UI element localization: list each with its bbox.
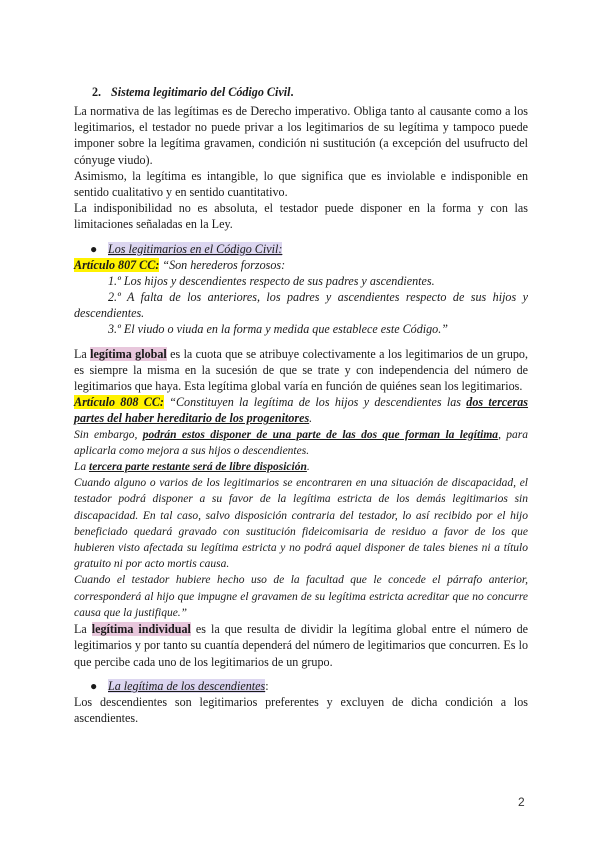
intro-paragraph-1: La normativa de las legítimas es de Derecho imperativo. Obliga tanto al causante como a los legitimarios, el testador no puede privar a los legitimarios de su legítima y tampoco puede imponer sobre la legítima gravamen, condición ni sustitución (a excepción del usufructo del cónyuge viudo).: [74, 104, 528, 167]
article-808-paragraph-5: Cuando el testador hubiere hecho uso de la facultad que le concede el párrafo anterior, corresponderá al hijo que impugne el gravamen de su legítima estricta acreditar que no concurre causa que la justifique.”: [74, 574, 528, 619]
bullet-legitimarios: [74, 241, 528, 257]
article-807-item-1: 1.º Los hijos y descendientes respecto de sus padres y ascendientes.: [108, 273, 435, 288]
article-808-q2-pre: Sin embargo,: [74, 428, 143, 441]
article-808-q1: “Constituyen la legítima de los hijos y descendientes las: [163, 395, 467, 410]
article-808-q1-end: .: [309, 411, 313, 426]
article-807-item-2: 2.º A falta de los anteriores, los padres y ascendientes respecto de sus hijos y descendientes.: [74, 290, 528, 321]
article-807-list: [74, 273, 528, 338]
page-number: 2: [518, 795, 525, 809]
bullet-legitimarios-label: Los legitimarios en el Código Civil:: [108, 241, 283, 256]
legitima-global-term: legítima global: [90, 346, 167, 361]
article-808-emph-3: tercera parte restante será de libre disposición: [89, 461, 307, 474]
section-number: 2.: [92, 85, 102, 99]
article-807-item-3: 3.º El viudo o viuda en la forma y medida que establece este Código.”: [108, 322, 448, 337]
bullet-descendientes: [74, 678, 528, 694]
article-808-paragraph-3: [74, 459, 528, 475]
bullet-descendientes-colon: :: [265, 678, 269, 693]
article-807-line: [74, 257, 528, 273]
article-808-paragraph-2: [74, 427, 528, 459]
bullet-dot-icon: ●: [90, 678, 98, 693]
descendientes-paragraph: Los descendientes son legitimarios preferentes y excluyen de dicha condición a los ascendientes.: [74, 694, 528, 725]
section-heading: 2. Sistema legitimario del Código Civil.: [92, 85, 294, 99]
section-title: Sistema legitimario del Código Civil: [111, 85, 291, 99]
article-807-quote: “Son herederos forzosos:: [159, 257, 286, 272]
bullet-dot-icon: ●: [90, 241, 98, 256]
intro-paragraph-2: Asimismo, la legítima es intangible, lo que significa que es inviolable e indisponible en sentido cualitativo y en sentido cuantitativo.: [74, 168, 528, 200]
article-808-q3-pre: La: [74, 461, 90, 474]
article-808-label: Artículo 808 CC:: [74, 395, 164, 410]
article-807-label: Artículo 807 CC:: [74, 257, 160, 272]
intro-paragraph-3: La indisponibilidad no es absoluta, el testador puede disponer en la forma y con las limitaciones señaladas en la Ley.: [74, 201, 528, 232]
article-808-emph-1: dos terceras partes del haber hereditario de los progenitores: [74, 395, 529, 426]
individual-post: es la que resulta de dividir la legítima global entre el número de legitimarios y por tanto su cuantía dependerá del número de legitimarios que concurren. Es lo que percibe cada uno de los legitimarios de un grupo.: [74, 622, 528, 669]
global-post: es la cuota que se atribuye colectivamente a los legitimarios de un grupo, es siempre la misma en la sucesión de que se trate y con independencia del número de legitimarios que haya. Esta legítima global varía en función de quiénes sean los legitimarios.: [74, 346, 528, 394]
article-808-paragraph-4: Cuando alguno o varios de los legitimarios se encontraren en una situación de discapacidad, el testador podrá disponer a su favor de la legítima estricta de los demás legitimarios sin discapacidad. En tal caso, salvo disposición contraria del testador, lo así recibido por el hijo beneficiado quedará gravado con sustitución fideicomisaria de residuo a favor de los que hubieren visto afectada su legítima estricta y no podrá aquel disponer de tales bienes ni a título gratuito ni por acto mortis causa.: [74, 477, 528, 571]
legitima-individual-term: legítima individual: [91, 622, 191, 637]
individual-pre: La: [74, 622, 92, 637]
legitima-individual-paragraph: [74, 621, 528, 670]
article-808-q3-end: .: [306, 461, 310, 474]
article-808-emph-2: podrán estos disponer de una parte de las dos que forman la legítima: [142, 428, 499, 441]
article-808-q2-end: , para aplicarla como mejora a sus hijos o descendientes.: [74, 428, 528, 457]
bullet-descendientes-label: La legítima de los descendientes: [108, 678, 266, 693]
global-pre: La: [74, 346, 91, 361]
article-808-line: [74, 394, 528, 426]
document-page: [74, 84, 528, 726]
legitima-global-paragraph: [74, 346, 528, 395]
